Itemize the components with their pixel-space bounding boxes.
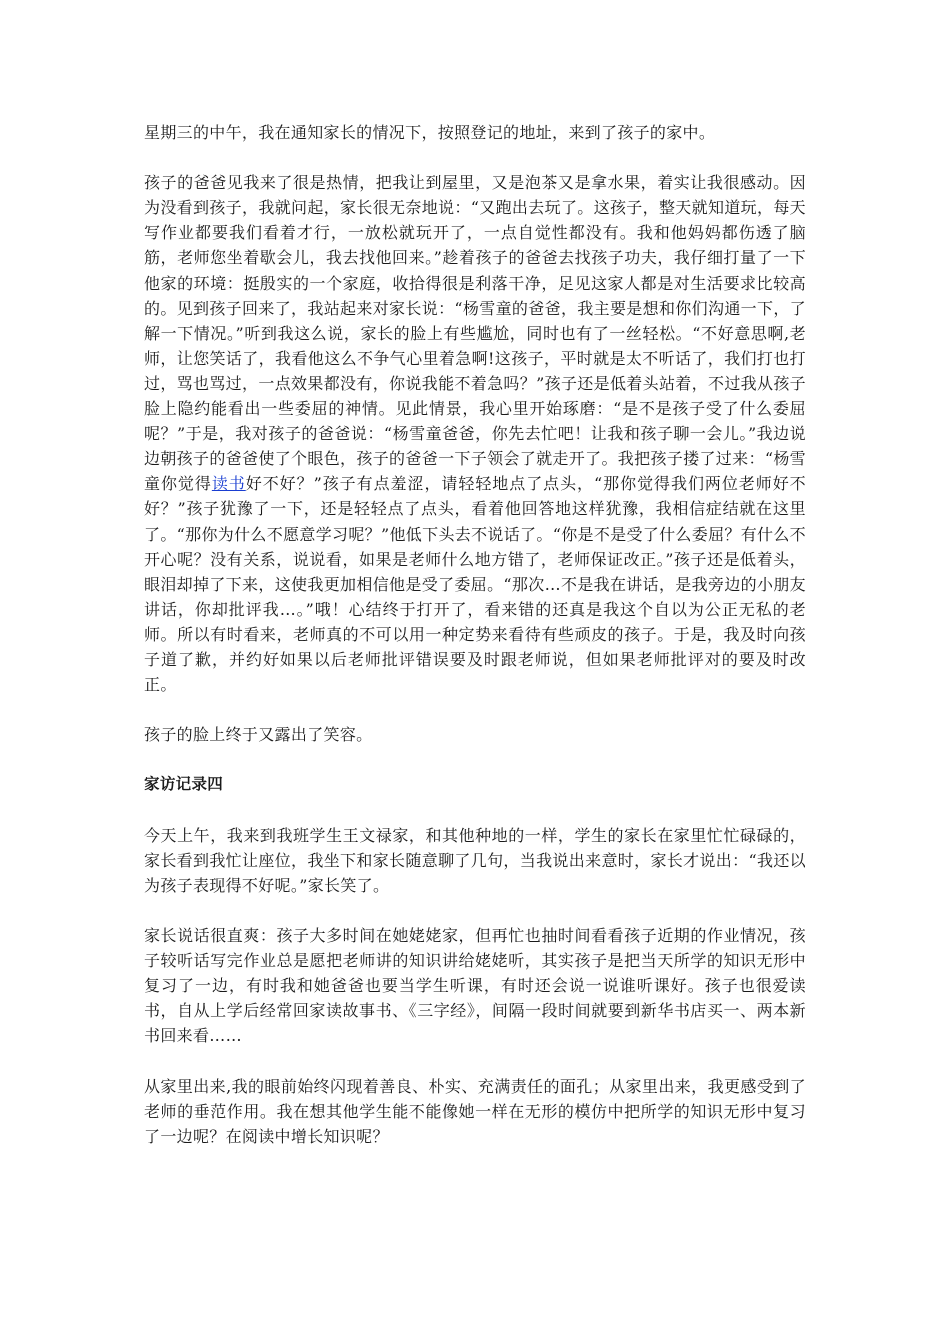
paragraph-smile: 孩子的脸上终于又露出了笑容。 bbox=[144, 725, 373, 745]
paragraph-reflection: 从家里出来,我的眼前始终闪现着善良、朴实、充满责任的面孔；从家里出来，我更感受到了老师的垂范作用。我在想其他学生能不能像她一样在无形的模仿中把所学的知识无形中复习了一边呢？在阅读中增长知识呢？ bbox=[144, 1076, 806, 1146]
document-body bbox=[144, 120, 806, 1174]
paragraph-text-after-link: 好不好？”孩子有点羞涩，请轻轻地点了点头，“那你觉得我们两位老师好不好？”孩子犹豫了一下，还是轻轻点了点头，看着他回答地这样犹豫，我相信症结就在这里了。“那你为什么不愿意学习呢？”他低下头去不说话了。“你是不是受了什么委屈？有什么不开心呢？没有关系，说说看，如果是老师什么地方错了，老师保证改正。”孩子还是低着头，眼泪却掉了下来，这使我更加相信他是受了委屈。“那次…不是我在讲话，是我旁边的小朋友讲话，你却批评我…。”哦！心结终于打开了，看来错的还真是我这个自以为公正无私的老师。所以有时看来，老师真的不可以用一种定势来看待有些顽皮的孩子。于是，我及时向孩子道了歉，并约好如果以后老师批评错误要及时跟老师说，但如果老师批评对的要及时改正。 bbox=[144, 474, 806, 695]
paragraph-visit-story bbox=[144, 170, 806, 697]
paragraph-visit-intro: 星期三的中午，我在通知家长的情况下，按照登记的地址，来到了孩子的家中。 bbox=[144, 123, 716, 142]
paragraph-visit-four-intro: 今天上午，我来到我班学生王文禄家，和其他种地的一样，学生的家长在家里忙忙碌碌的，家长看到我忙让座位，我坐下和家长随意聊了几句，当我说出来意时，家长才说出：“我还以为孩子表现得不好呢。”家长笑了。 bbox=[144, 825, 806, 895]
paragraph-text-before-link: 孩子的爸爸见我来了很是热情，把我让到屋里，又是泡茶又是拿水果，着实让我很感动。因为没看到孩子，我就问起，家长很无奈地说：“又跑出去玩了。这孩子，整天就知道玩，每天写作业都要我们看着才行，一放松就玩开了，一点自觉性都没有。我和他妈妈都伤透了脑筋，老师您坐着歇会儿，我去找他回来。”趁着孩子的爸爸去找孩子功夫，我仔细打量了一下他家的环境：挺殷实的一个家庭，收拾得很是利落干净，足见这家人都是对生活要求比较高的。见到孩子回来了，我站起来对家长说：“杨雪童的爸爸，我主要是想和你们沟通一下，了解一下情况。”听到我这么说，家长的脸上有些尴尬，同时也有了一丝轻松。“不好意思啊,老师，让您笑话了，我看他这么不争气心里着急啊!这孩子，平时就是太不听话了，我们打也打过，骂也骂过，一点效果都没有，你说我能不着急吗？”孩子还是低着头站着，不过我从孩子脸上隐约能看出一些委屈的神情。见此情景，我心里开始琢磨：“是不是孩子受了什么委屈呢？”于是，我对孩子的爸爸说：“杨雪童爸爸，你先去忙吧！让我和孩子聊一会儿。”我边说边朝孩子的爸爸使了个眼色，孩子的爸爸一下子领会了就走开了。我把孩子搂了过来：“杨雪童你觉得 bbox=[144, 173, 806, 494]
reading-link[interactable]: 读书 bbox=[211, 474, 246, 494]
section-heading: 家访记录四 bbox=[144, 775, 224, 794]
paragraph-parent-talk: 家长说话很直爽：孩子大多时间在她姥姥家，但再忙也抽时间看看孩子近期的作业情况，孩子较听话写完作业总是愿把老师讲的知识讲给姥姥听，其实孩子是把当天所学的知识无形中复习了一边，有时我和她爸爸也要当学生听课，有时还会说一说谁听课好。孩子也很爱读书，自从上学后经常回家读故事书、《三字经》，间隔一段时间就要到新华书店买一、两本新书回来看…… bbox=[144, 926, 806, 1046]
